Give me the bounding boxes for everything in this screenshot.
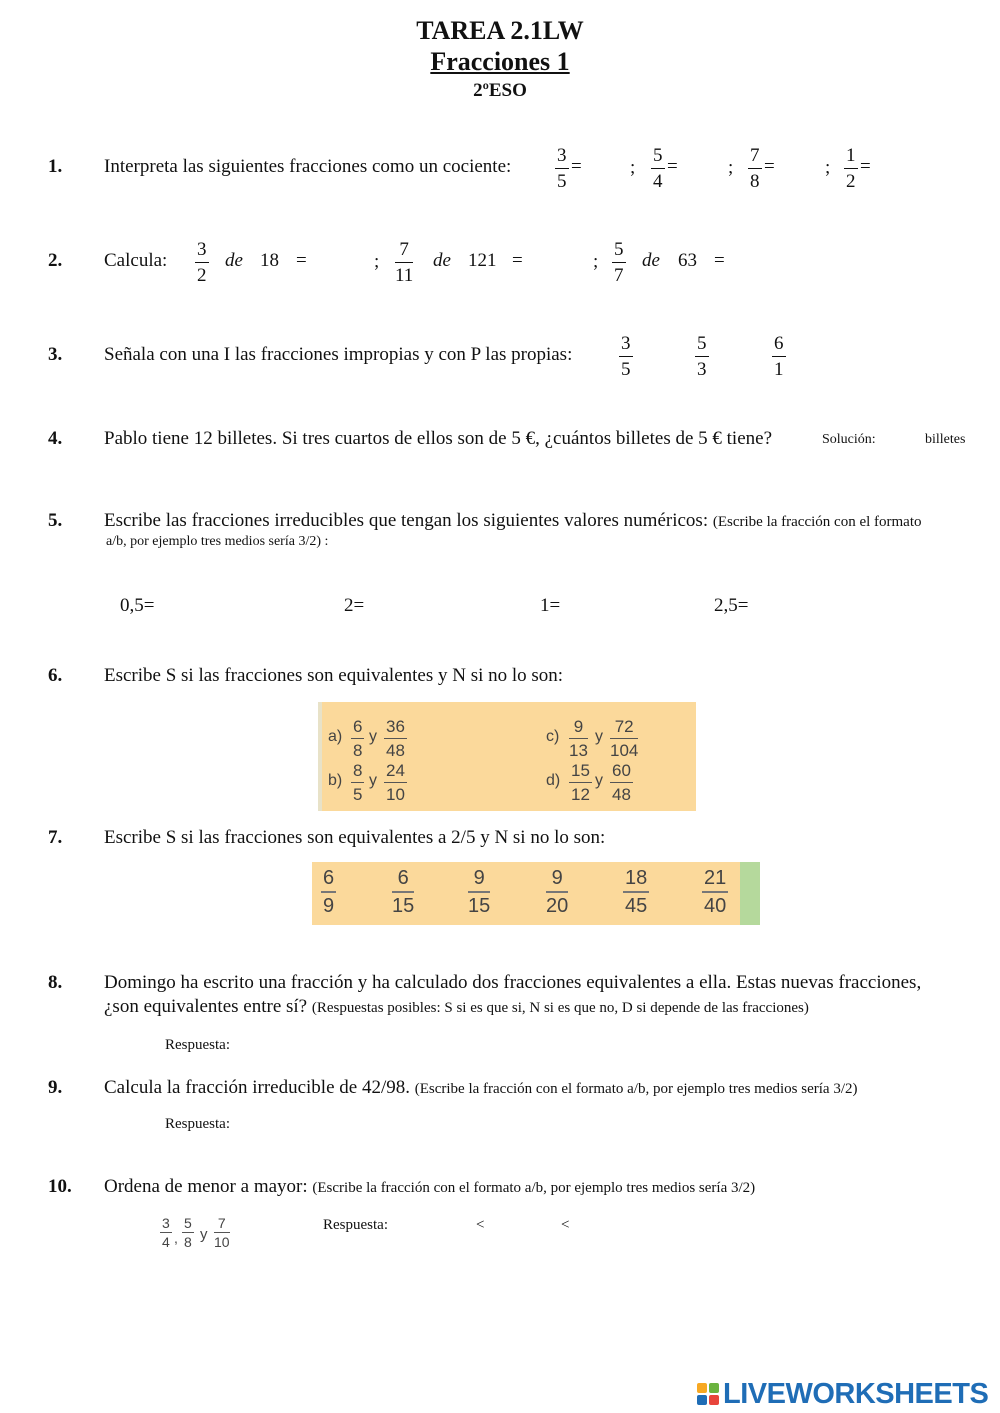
answer-input[interactable]	[880, 156, 920, 178]
format-note: (Escribe la fracción con el formato	[712, 514, 922, 530]
fraction[interactable]: $\frac{9}{20}$	[546, 867, 569, 917]
question-text: Calcula la fracción irreducible de 42/98. (Escribe la fracción con el formato a/b, por ejemplo tres medios sería 3/2)	[104, 1077, 858, 1098]
fraction: $\frac{36}{48}$	[386, 717, 405, 760]
pair-label: a)	[328, 728, 343, 745]
fraction: $\frac{3}{4}$	[162, 1215, 170, 1250]
fraction: $\frac{3}{2}$	[197, 239, 207, 286]
answer-input[interactable]	[372, 595, 432, 617]
comma: ,	[174, 1230, 178, 1246]
fraction[interactable]: $\frac{9}{15}$	[468, 867, 491, 917]
question-text: Interpreta las siguientes fracciones como un cociente:	[104, 156, 512, 177]
less-than: <	[561, 1217, 570, 1233]
equals-sign: =	[714, 250, 725, 271]
operand: 121	[468, 250, 497, 271]
separator: ;	[374, 251, 380, 272]
question-number: 2.	[48, 250, 63, 271]
answer-input[interactable]	[492, 1215, 552, 1235]
logo-text: LIVEWORKSHEETS	[723, 1377, 989, 1410]
fraction: $\frac{7}{10}$	[214, 1215, 230, 1250]
fraction: $\frac{60}{48}$	[612, 761, 631, 804]
question-number: 10.	[48, 1176, 72, 1197]
fraction: $\frac{5}{7}$	[614, 239, 624, 286]
separator: ;	[593, 251, 599, 272]
box-edge	[318, 702, 322, 811]
y-word: y	[369, 728, 377, 745]
question-text-line2: ¿son equivalentes entre sí? (Respuestas posibles: S si es que si, N si es que no, D si depende de las fracciones)	[104, 996, 809, 1017]
pair-label: c)	[546, 728, 560, 745]
fraction: $\frac{6}{8}$	[353, 717, 363, 760]
question-text: Calcula:	[104, 250, 168, 271]
fraction: $\frac{3}{5}$	[557, 145, 567, 192]
fraction[interactable]: $\frac{5}{3}$	[697, 333, 707, 380]
answer-input[interactable]	[590, 156, 630, 178]
value-label: 0,5=	[120, 595, 155, 616]
answer-note: (Respuestas posibles: S si es que si, N si es que no, D si depende de las fracciones)	[311, 1000, 809, 1016]
y-word: y	[595, 728, 603, 745]
y-word: y	[369, 772, 377, 789]
question-number: 3.	[48, 344, 63, 365]
value-label: 2,5=	[714, 595, 749, 616]
de-word: de	[433, 250, 451, 271]
fraction: $\frac{5}{8}$	[184, 1215, 192, 1250]
operand: 18	[260, 250, 279, 271]
course-level: 2ºESO	[473, 80, 527, 101]
answer-input[interactable]	[568, 595, 628, 617]
fractions-pairs-box	[318, 702, 696, 811]
fraction: $\frac{1}{2}$	[846, 145, 856, 192]
separator: ;	[630, 157, 636, 178]
answer-input[interactable]	[534, 250, 582, 272]
question-text: Pablo tiene 12 billetes. Si tres cuartos de ellos son de 5 €, ¿cuántos billetes de 5 € tiene?	[104, 428, 773, 449]
format-note: (Escribe la fracción con el formato a/b, por ejemplo tres medios sería 3/2)	[414, 1081, 858, 1097]
question-text: Señala con una I las fracciones impropias y con P las propias:	[104, 344, 573, 365]
answer-input[interactable]	[246, 1035, 306, 1055]
fraction[interactable]: $\frac{6}{1}$	[774, 333, 784, 380]
fraction: $\frac{72}{104}$	[610, 717, 639, 760]
question-number: 5.	[48, 510, 63, 531]
de-word: de	[642, 250, 660, 271]
value-label: 1=	[540, 595, 561, 616]
question-text: Ordena de menor a mayor: (Escribe la fracción con el formato a/b, por ejemplo tres medios sería 3/2)	[104, 1176, 756, 1197]
answer-input[interactable]	[760, 595, 820, 617]
fraction: $\frac{15}{12}$	[571, 761, 590, 804]
equals-sign: =	[764, 156, 775, 177]
answer-input[interactable]	[578, 1215, 638, 1235]
format-note: a/b, por ejemplo tres medios sería 3/2) :	[106, 534, 329, 549]
answer-input[interactable]	[318, 250, 366, 272]
fraction: $\frac{7}{11}$	[395, 239, 414, 286]
equals-sign: =	[512, 250, 523, 271]
y-word: y	[595, 772, 603, 789]
fraction[interactable]: $\frac{18}{45}$	[625, 867, 648, 917]
question-text: Escribe S si las fracciones son equivalentes y N si no lo son:	[104, 665, 564, 686]
fraction: $\frac{9}{13}$	[569, 717, 588, 760]
question-number: 1.	[48, 156, 63, 177]
liveworksheets-logo[interactable]	[697, 1377, 988, 1411]
answer-input[interactable]	[246, 1114, 306, 1134]
operand: 63	[678, 250, 697, 271]
fraction: $\frac{5}{4}$	[653, 145, 663, 192]
equals-sign: =	[667, 156, 678, 177]
fraction: $\frac{24}{10}$	[386, 761, 405, 804]
liveworksheets-logo-icon	[697, 1383, 719, 1405]
answer-label: Respuesta:	[165, 1037, 230, 1053]
answer-input[interactable]	[783, 156, 823, 178]
pair-label: d)	[546, 772, 561, 789]
fraction: $\frac{7}{8}$	[750, 145, 760, 192]
question-number: 6.	[48, 665, 63, 686]
answer-input[interactable]	[410, 1215, 470, 1235]
answer-input[interactable]	[165, 595, 225, 617]
less-than: <	[476, 1217, 485, 1233]
equals-sign: =	[296, 250, 307, 271]
question-number: 8.	[48, 972, 63, 993]
fraction[interactable]: $\frac{3}{5}$	[621, 333, 631, 380]
question-text: Escribe las fracciones irreducibles que tengan los siguientes valores numéricos: (Escribe la fracción con el formato	[104, 510, 922, 531]
pair-label: b)	[328, 772, 343, 789]
answer-input[interactable]	[882, 430, 922, 450]
fraction[interactable]: $\frac{21}{40}$	[704, 867, 727, 917]
de-word: de	[225, 250, 243, 271]
unit-label: billetes	[925, 432, 966, 447]
fraction[interactable]: $\frac{6}{15}$	[392, 867, 415, 917]
question-text: Escribe S si las fracciones son equivalentes a 2/5 y N si no lo son:	[104, 827, 606, 848]
answer-input[interactable]	[686, 156, 726, 178]
equals-sign: =	[571, 156, 582, 177]
page-subtitle: Fracciones 1	[430, 47, 570, 76]
separator: ;	[825, 157, 831, 178]
question-text: Domingo ha escrito una fracción y ha calculado dos fracciones equivalentes a ella. Estas nuevas fracciones,	[104, 972, 922, 993]
answer-label: Respuesta:	[323, 1217, 388, 1233]
question-number: 4.	[48, 428, 63, 449]
answer-input[interactable]	[736, 250, 784, 272]
y-word: y	[200, 1226, 208, 1243]
solution-label: Solución:	[822, 432, 876, 447]
answer-label: Respuesta:	[165, 1116, 230, 1132]
page-title: TAREA 2.1LW	[416, 16, 584, 45]
separator: ;	[728, 157, 734, 178]
strip-green-edge	[740, 862, 760, 925]
fractions-strip	[312, 862, 740, 925]
question-number: 7.	[48, 827, 63, 848]
equals-sign: =	[860, 156, 871, 177]
value-label: 2=	[344, 595, 365, 616]
question-number: 9.	[48, 1077, 63, 1098]
fraction[interactable]: $\frac{6}{9}$	[323, 867, 335, 917]
fraction: $\frac{8}{5}$	[353, 761, 363, 804]
format-note: (Escribe la fracción con el formato a/b, por ejemplo tres medios sería 3/2)	[312, 1180, 756, 1196]
